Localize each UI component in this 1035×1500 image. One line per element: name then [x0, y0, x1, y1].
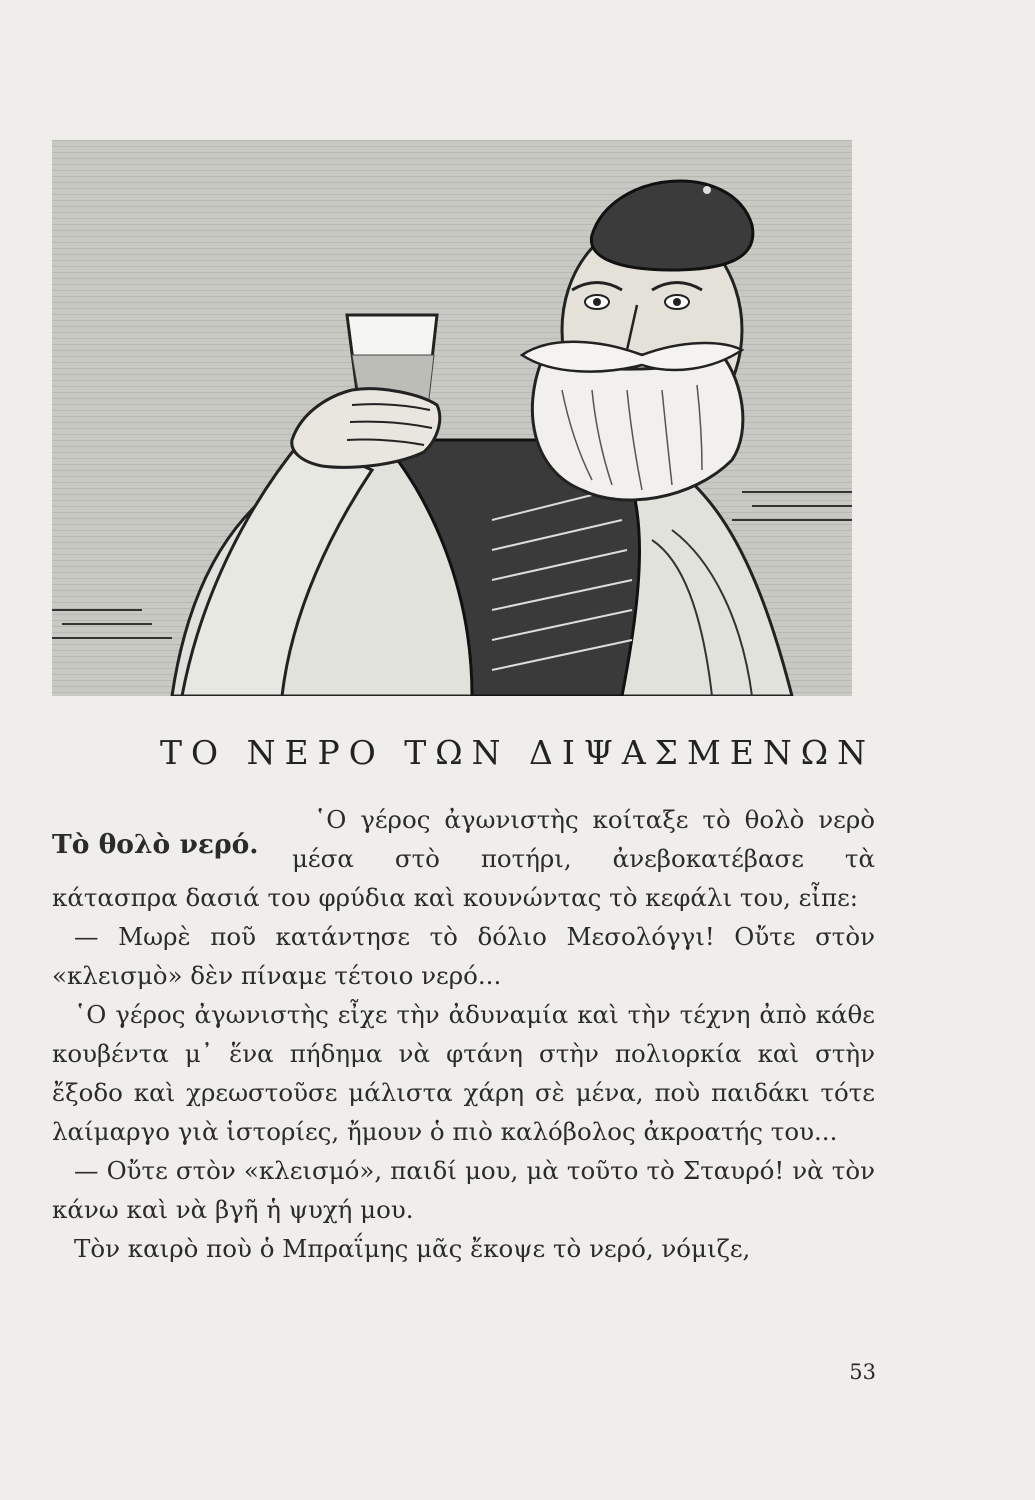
- paragraph-4: — Οὔτε στὸν «κλεισμό», παιδί μου, μὰ τοῦτο τὸ Σταυρό! νὰ τὸν κάνω καὶ νὰ βγῆ ἡ ψυχή μου.: [52, 1156, 875, 1224]
- paragraph-2: — Μωρὲ ποῦ κατάντησε τὸ δόλιο Μεσολόγγι! Οὔτε στὸν «κλεισμὸ» δὲν πίναμε τέτοιο νερό...: [52, 922, 875, 990]
- side-heading: Τὸ θολὸ νερό.: [52, 829, 259, 860]
- body-text: [52, 800, 875, 1268]
- illustration-old-man-with-glass: [52, 140, 852, 696]
- paragraph-1: ῾Ο γέρος ἀγωνιστὴς κοίταξε τὸ θολὸ νερὸ μέσα στὸ ποτήρι, ἀνεβοκατέβασε τὰ κάτασπρα δασιά του φρύδια καὶ κουνώντας τὸ κεφάλι του, εἶπε:: [52, 805, 875, 912]
- chapter-title: ΤΟ ΝΕΡΟ ΤΩΝ ΔΙΨΑΣΜΕΝΩΝ: [160, 733, 875, 772]
- paragraph-3: ῾Ο γέρος ἀγωνιστὴς εἶχε τὴν ἀδυναμία καὶ τὴν τέχνη ἀπὸ κάθε κουβέντα μ᾽ ἕνα πήδημα νὰ φτάνη στὴν πολιορκία καὶ στὴν ἔξοδο καὶ χρεωστοῦσε μάλιστα χάρη σὲ μένα, ποὺ παιδάκι τότε λαίμαργο γιὰ ἱστορίες, ἤμουν ὁ πιὸ καλόβολος ἀκροατής του...: [52, 1000, 875, 1146]
- paragraph-5: Τὸν καιρὸ ποὺ ὁ Μπραΐμης μᾶς ἔκοψε τὸ νερό, νόμιζε,: [74, 1234, 751, 1263]
- page-number: 53: [849, 1360, 876, 1384]
